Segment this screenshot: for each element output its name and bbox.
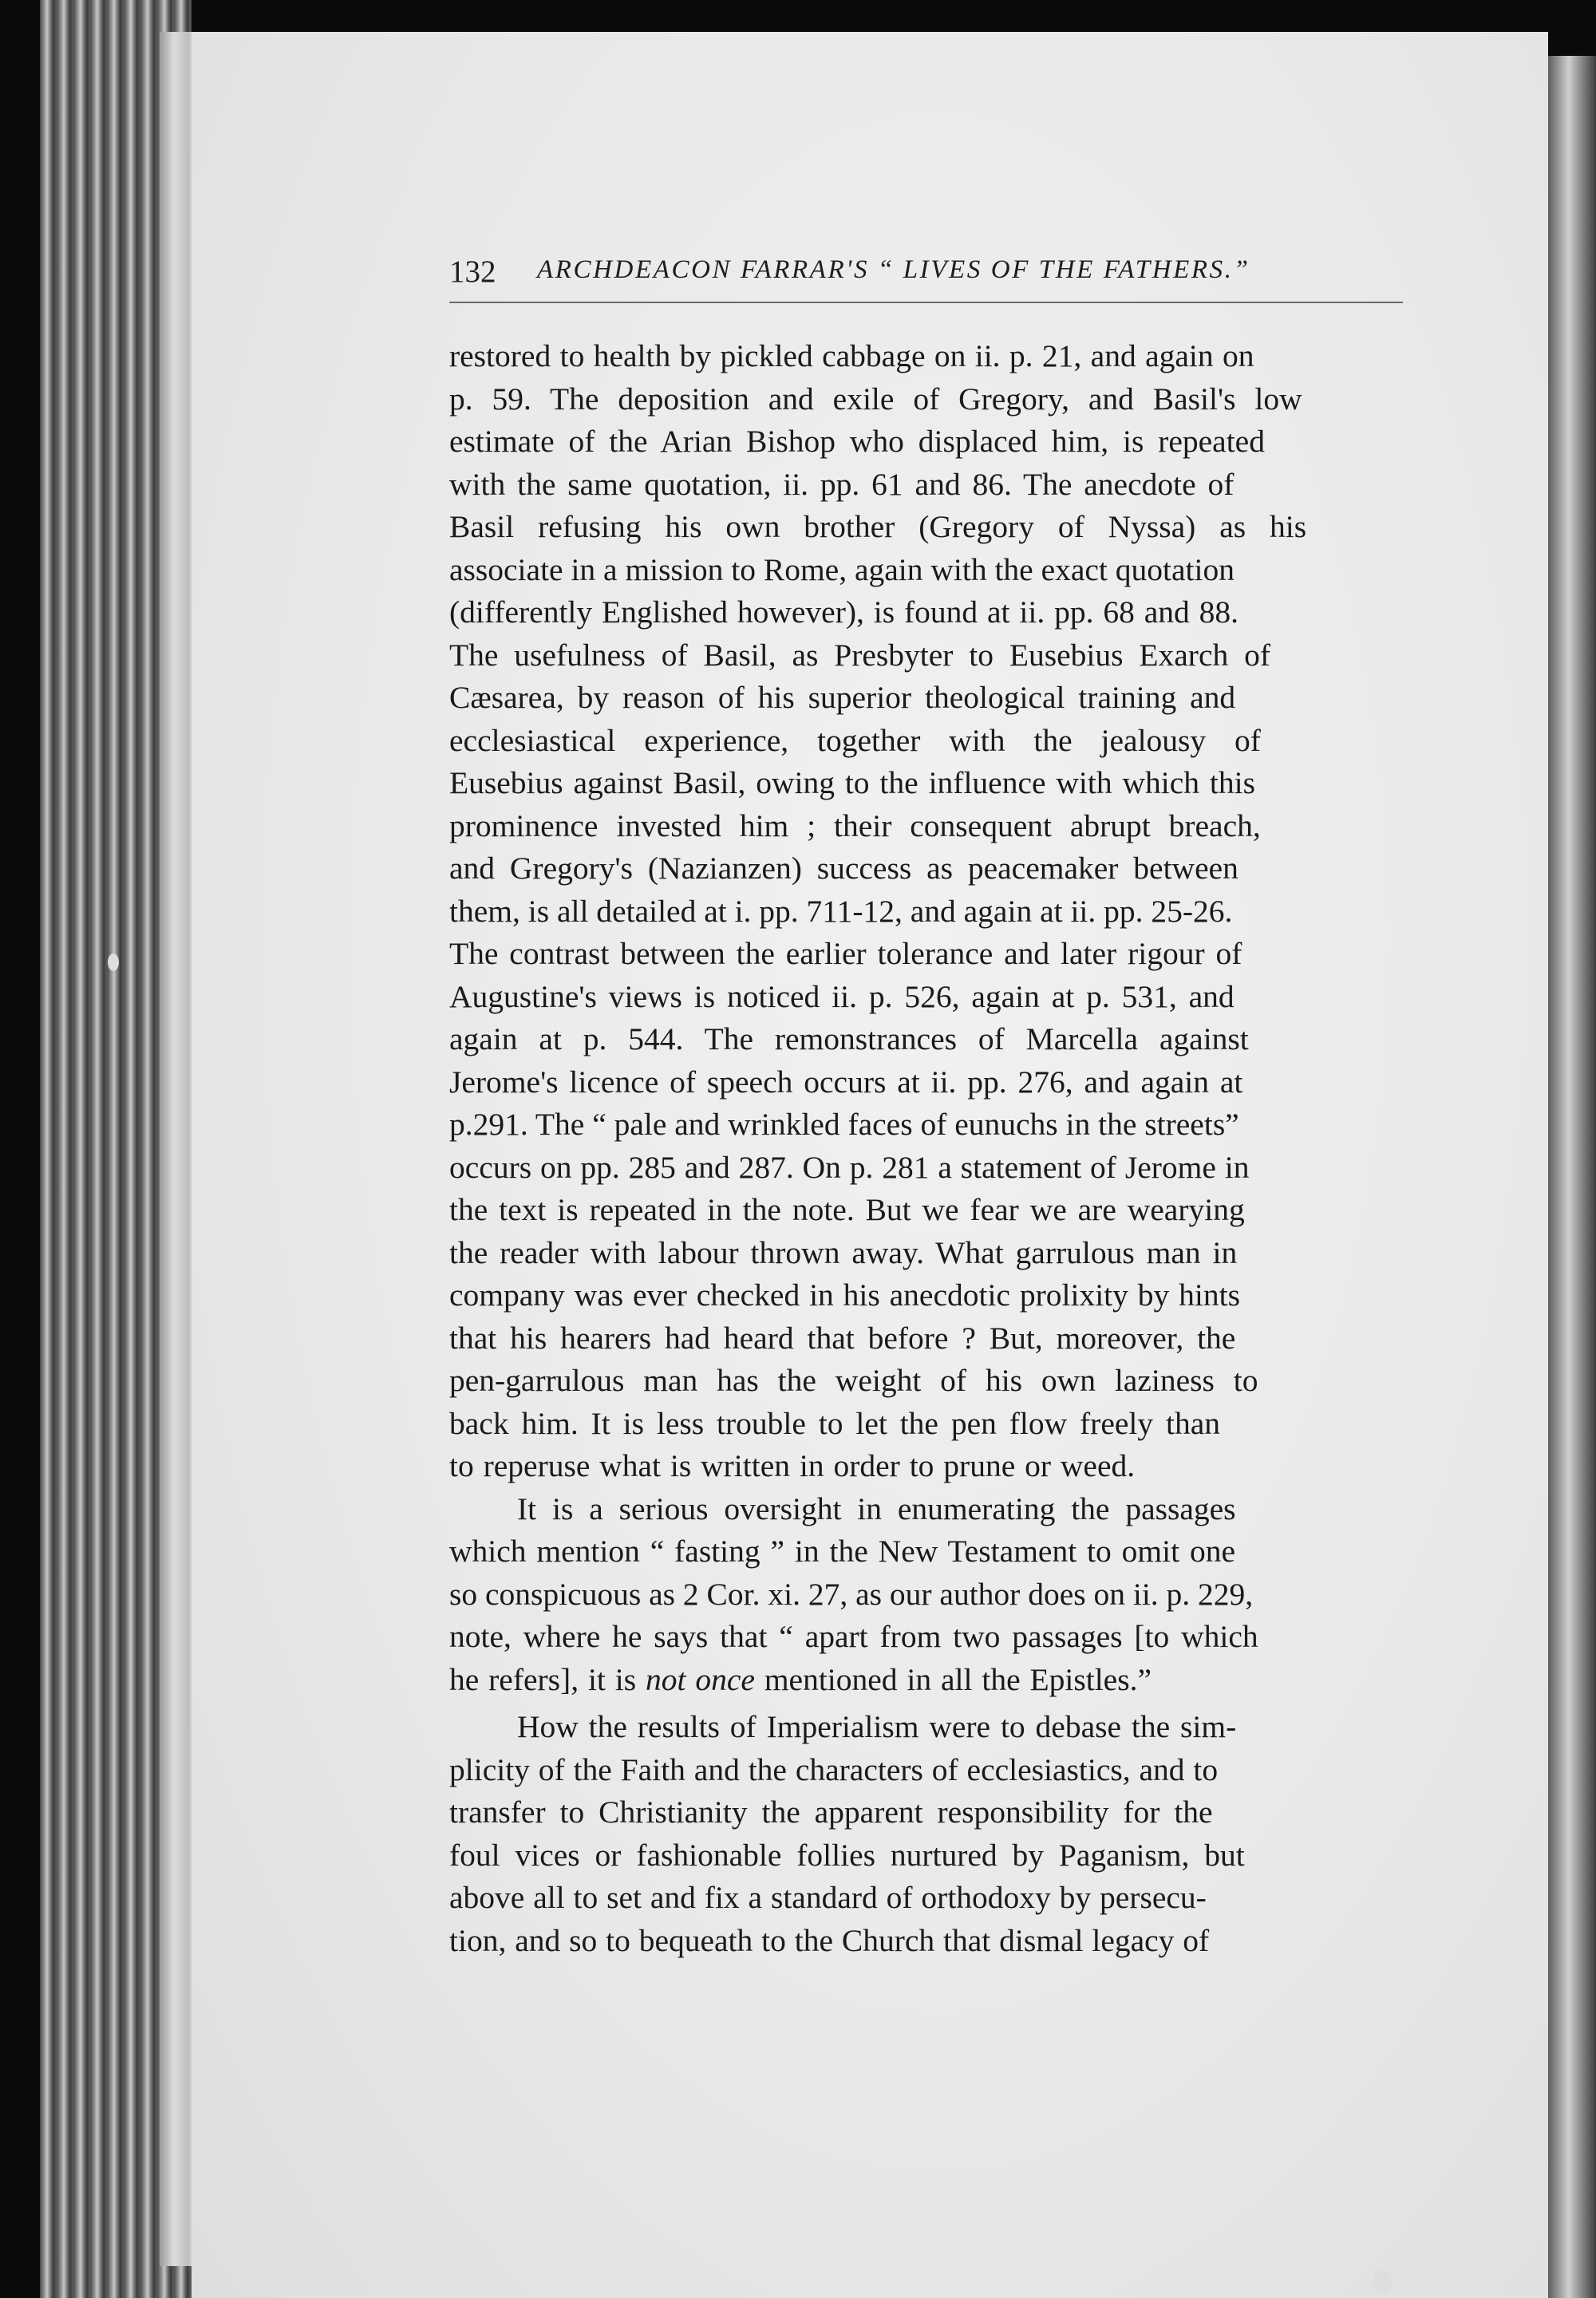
text-line: the reader with labour thrown away. What garrulous man in xyxy=(449,1234,1238,1270)
text-line: pen-garrulous man has the weight of his own laziness to xyxy=(449,1363,1258,1398)
text-line: How the results of Imperialism were to debase the sim- xyxy=(517,1709,1237,1744)
running-title: ARCHDEACON FARRAR'S “ LIVES OF THE FATHERS.” xyxy=(537,255,1250,284)
page-gutter-shadow xyxy=(160,32,196,2266)
text-line: above all to set and fix a standard of orthodoxy by persecu- xyxy=(449,1880,1207,1915)
header-rule xyxy=(449,302,1403,303)
text-line: (differently Englished however), is found at ii. pp. 68 and 88. xyxy=(449,594,1239,630)
text-line: them, is all detailed at i. pp. 711-12, and again at ii. pp. 25-26. xyxy=(449,893,1233,929)
text-line: prominence invested him ; their consequent abrupt breach, xyxy=(449,807,1261,843)
text-line: plicity of the Faith and the characters of ecclesiastics, and to xyxy=(449,1751,1219,1787)
italic-emphasis: not once xyxy=(646,1661,755,1697)
text-line: so conspicuous as 2 Cor. xi. 27, as our author does on ii. p. 229, xyxy=(449,1576,1254,1612)
text-line: Augustine's views is noticed ii. p. 526, again at p. 531, and xyxy=(449,978,1235,1014)
text-line: back him. It is less trouble to let the pen flow freely than xyxy=(449,1405,1220,1441)
text-line: note, where he says that “ apart from two passages [to which xyxy=(449,1619,1258,1654)
text-line: p. 59. The deposition and exile of Gregory, and Basil's low xyxy=(449,381,1302,417)
text-line: which mention “ fasting ” in the New Testament to omit one xyxy=(449,1534,1235,1569)
paragraph-2 xyxy=(449,1488,1427,1702)
text-line xyxy=(449,1659,1427,1702)
text-line: The contrast between the earlier tolerance and later rigour of xyxy=(449,936,1242,971)
text-line: tion, and so to bequeath to the Church that dismal legacy of xyxy=(449,1922,1210,1958)
text-line: associate in a mission to Rome, again with the exact quotation xyxy=(449,551,1235,587)
text-line: Eusebius against Basil, owing to the influence with which this xyxy=(449,765,1255,800)
text-line: the text is repeated in the note. But we fear we are wearying xyxy=(449,1192,1245,1227)
text-line: and Gregory's (Nazianzen) success as peacemaker between xyxy=(449,851,1238,886)
right-page-edge xyxy=(1547,56,1596,2298)
text-line: It is a serious oversight in enumerating the passages xyxy=(517,1491,1236,1526)
text-line: ecclesiastical experience, together with the jealousy of xyxy=(449,722,1261,758)
text-line: estimate of the Arian Bishop who displaced him, is repeated xyxy=(449,424,1265,459)
text-line: company was ever checked in his anecdotic prolixity by hints xyxy=(449,1277,1240,1313)
text-run: he refers], it is xyxy=(449,1661,646,1697)
text-line: foul vices or fashionable follies nurtured by Paganism, but xyxy=(449,1837,1245,1873)
text-line: The usefulness of Basil, as Presbyter to Eusebius Exarch of xyxy=(449,637,1271,673)
text-line: transfer to Christianity the apparent responsibility for the xyxy=(449,1795,1213,1830)
text-line: to reperuse what is written in order to prune or weed. xyxy=(449,1448,1136,1483)
text-line: restored to health by pickled cabbage on ii. p. 21, and again on xyxy=(449,338,1254,373)
body-text xyxy=(449,335,1427,1962)
text-line: Jerome's licence of speech occurs at ii. pp. 276, and again at xyxy=(449,1064,1243,1100)
text-line: occurs on pp. 285 and 287. On p. 281 a statement of Jerome in xyxy=(449,1149,1250,1185)
text-line: again at p. 544. The remonstrances of Marcella against xyxy=(449,1021,1249,1056)
paragraph-1 xyxy=(449,335,1427,1488)
page-number: 132 xyxy=(449,255,496,289)
text-run: mentioned in all the Epistles.” xyxy=(754,1661,1152,1697)
text-line: p.291. The “ pale and wrinkled faces of eunuchs in the streets” xyxy=(449,1107,1239,1142)
paper-speck xyxy=(108,954,119,971)
text-line: Basil refusing his own brother (Gregory of Nyssa) as his xyxy=(449,509,1307,544)
paragraph-3 xyxy=(449,1706,1427,1962)
text-line: Cæsarea, by reason of his superior theological training and xyxy=(449,680,1236,715)
running-header xyxy=(449,251,1403,298)
text-line: with the same quotation, ii. pp. 61 and 86. The anecdote of xyxy=(449,466,1235,502)
text-line: that his hearers had heard that before ? But, moreover, the xyxy=(449,1320,1236,1356)
paper-speck xyxy=(1373,2270,1392,2294)
